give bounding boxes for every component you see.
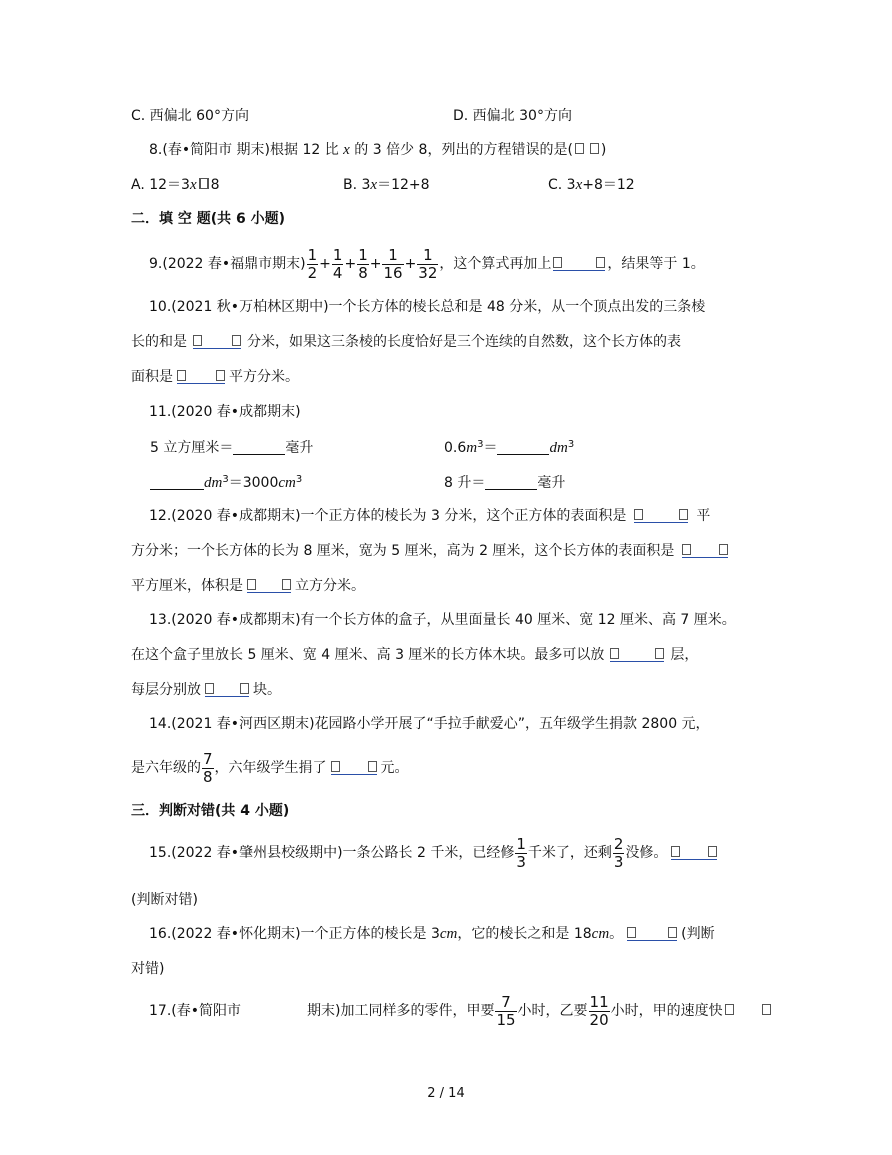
q12-line1: 12.(2020 春•成都期末)一个正方体的棱长为 3 分米，这个正方体的表面积是 平 <box>149 508 711 524</box>
q12-line3: 平方厘米，体积是 立方分米。 <box>131 578 365 594</box>
q10-line1: 10.(2021 秋•万柏林区期中)一个长方体的棱长总和是 48 分米，从一个顶点出发的三条棱 <box>149 299 706 315</box>
fraction: $\frac{2}{3}$ <box>613 834 624 871</box>
q11-head: 11.(2020 春•成都期末) <box>149 404 301 420</box>
q13-line3: 每层分别放 块。 <box>131 682 281 698</box>
answer-blank[interactable] <box>485 475 537 490</box>
answer-blank[interactable] <box>610 647 664 662</box>
q15-line2: (判断对错) <box>131 892 198 908</box>
q16-line1: 16.(2022 春•怀化期末)一个正方体的棱长是 3cm，它的棱长之和是 18cm。 (判断 <box>149 926 715 942</box>
fraction: $\frac{1}{2}$ <box>307 245 318 282</box>
q11-item4: 8 升＝ 毫升 <box>444 475 566 491</box>
q14-line2: 是六年级的 $\frac{7}{8}$ ，六年级学生捐了 元。 <box>131 749 409 786</box>
fraction: $\frac{1}{32}$ <box>418 245 438 282</box>
q8-option-c: C. 3x+8＝12 <box>548 177 635 193</box>
answer-blank[interactable] <box>634 508 688 523</box>
q8-option-a: A. 12＝3x 8 <box>131 177 220 193</box>
q12-line2: 方分米；一个长方体的长为 8 厘米，宽为 5 厘米，高为 2 厘米，这个长方体的表面积是 <box>131 541 730 561</box>
q9: 9.(2022 春•福鼎市期末) $\frac{1}{2}$ + $\frac{1}{4}$ + $\frac{1}{8}$ + $\frac{1}{16}$ + $\frac{1}{32}$ ，这个算式再加上 ，结果等于 1。 <box>149 245 705 282</box>
answer-blank[interactable] <box>177 369 225 384</box>
q7-option-c: C. 西偏北 60°方向 <box>131 108 249 124</box>
q10-line3: 面积是 平方分米。 <box>131 369 299 385</box>
answer-blank[interactable] <box>553 256 605 271</box>
q13-line2: 在这个盒子里放长 5 厘米、宽 4 厘米、高 3 厘米的长方体木块。最多可以放 层， <box>131 647 699 663</box>
fraction: $\frac{1}{4}$ <box>332 245 343 282</box>
section-heading-true-false: 三．判断对错(共 4 小题) <box>131 803 290 819</box>
fraction: $\frac{7}{15}$ <box>496 992 516 1029</box>
fraction: $\frac{1}{3}$ <box>516 834 526 871</box>
q10-line2: 长的和是 分米，如果这三条棱的长度恰好是三个连续的自然数，这个长方体的表 <box>131 334 681 350</box>
q8-stem: 8.(春•简阳市 期末)根据 12 比 x 的 3 倍少 8，列出的方程错误的是( ) <box>149 142 607 158</box>
q8-option-b: B. 3x＝12+8 <box>343 177 430 193</box>
page-number: 2 / 14 <box>427 1086 465 1101</box>
q11-item2: $0.6m^3= dm^3$ <box>444 439 575 456</box>
q14-line1: 14.(2021 春•河西区期末)花园路小学开展了“手拉手献爱心”，五年级学生捐款 2800 元， <box>149 716 710 732</box>
answer-blank[interactable] <box>205 682 249 697</box>
answer-blank[interactable] <box>247 578 291 593</box>
q11-item1: 5 立方厘米＝ 毫升 <box>150 440 314 456</box>
answer-blank[interactable] <box>627 926 677 941</box>
q17-line1: 17.(春•简阳市 期末)加工同样多的零件，甲要 $\frac{7}{15}$ 小时，乙要 $\frac{11}{20}$ 小时，甲的速度快 <box>149 990 773 1032</box>
answer-blank[interactable] <box>671 845 717 860</box>
answer-blank[interactable] <box>497 440 549 455</box>
answer-blank[interactable] <box>150 475 204 490</box>
fraction: $\frac{1}{8}$ <box>358 245 368 282</box>
section-heading-fill-blank: 二．填 空 题(共 6 小题) <box>131 211 286 227</box>
answer-blank[interactable] <box>682 543 728 558</box>
fraction: $\frac{11}{20}$ <box>589 992 609 1029</box>
q15-line1: 15.(2022 春•肇州县校级期中)一条公路长 2 千米，已经修 $\frac{1}{3}$ 千米了，还剩 $\frac{2}{3}$ 没修。 <box>149 832 719 874</box>
answer-blank[interactable] <box>233 440 285 455</box>
fraction: $\frac{1}{16}$ <box>383 245 403 282</box>
fraction: $\frac{7}{8}$ <box>203 749 213 786</box>
q13-line1: 13.(2020 春•成都期末)有一个长方体的盒子，从里面量长 40 厘米、宽 12 厘米、高 7 厘米。 <box>149 612 736 628</box>
answer-box[interactable] <box>575 142 599 156</box>
answer-blank[interactable] <box>193 334 241 349</box>
answer-blank[interactable] <box>331 760 377 775</box>
q16-line2: 对错) <box>131 961 165 977</box>
answer-box[interactable] <box>725 1003 771 1017</box>
q7-option-d: D. 西偏北 30°方向 <box>453 108 572 124</box>
q11-item3: $dm^3=3000cm^3$ <box>150 473 302 493</box>
missing-glyph-box <box>199 177 209 191</box>
